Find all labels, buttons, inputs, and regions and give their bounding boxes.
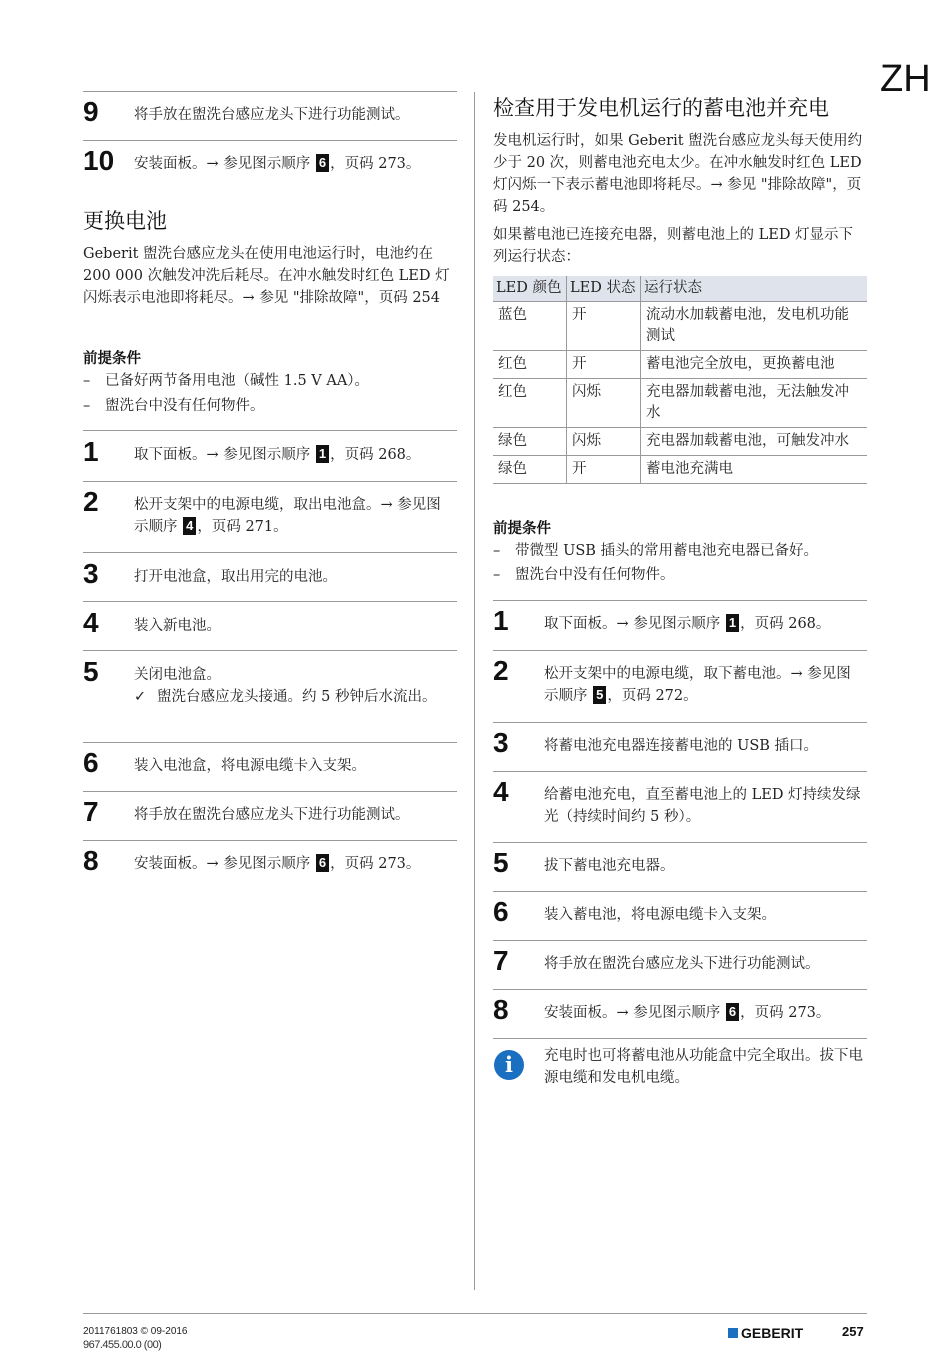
table-cell: 红色 <box>493 351 567 379</box>
step-text: 给蓄电池充电，直至蓄电池上的 LED 灯持续发绿光（持续时间约 5 秒）。 <box>544 787 861 825</box>
divider <box>83 140 457 141</box>
figure-badge: 6 <box>726 1003 739 1021</box>
step-text <box>544 1002 830 1024</box>
step-text-post: ，页码 268。 <box>330 447 421 463</box>
document-number: 2011761803 © 09-2016 <box>83 1326 188 1337</box>
figure-badge: 5 <box>593 686 606 704</box>
divider <box>493 722 867 723</box>
figure-badge: 1 <box>316 445 329 463</box>
page-number: 257 <box>842 1324 864 1339</box>
step-text-post: ，页码 273。 <box>740 1005 831 1021</box>
step-10 <box>83 146 457 186</box>
prereq-title: 前提条件 <box>493 521 551 537</box>
step-text-pre: 安装面板。→ 参见图示顺序 <box>134 856 315 872</box>
table-cell: 蓄电池完全放电，更换蓄电池 <box>641 351 868 379</box>
step-text <box>134 153 420 175</box>
step-text: 将蓄电池充电器连接蓄电池的 USB 插口。 <box>544 738 819 754</box>
divider <box>493 989 867 990</box>
table-row <box>493 351 867 379</box>
step-number: 4 <box>493 776 509 807</box>
figure-badge: 6 <box>316 854 329 872</box>
table-cell: 开 <box>567 351 641 379</box>
table-row <box>493 428 867 456</box>
step-number: 8 <box>493 994 509 1025</box>
step-text-pre: 安装面板。→ 参见图示顺序 <box>544 1005 725 1021</box>
table-cell: 开 <box>567 302 641 351</box>
step-number: 6 <box>493 896 509 927</box>
table-cell: 充电器加载蓄电池，无法触发冲水 <box>641 379 868 428</box>
step-text-post: ，页码 272。 <box>607 688 698 704</box>
brand-logo <box>728 1325 803 1341</box>
prereq-item: – 已备好两节备用电池（碱性 1.5 V AA）。 <box>83 373 370 389</box>
table-cell: 闪烁 <box>567 428 641 456</box>
step-text-post: ，页码 273。 <box>330 856 421 872</box>
step-number: 7 <box>493 945 509 976</box>
step-text <box>134 494 454 538</box>
table-cell: 流动水加载蓄电池，发电机功能测试 <box>641 302 868 351</box>
step-text <box>544 663 864 707</box>
info-icon: i <box>494 1050 524 1080</box>
step-number: 2 <box>493 655 509 686</box>
step-text-post: ，页码 273。 <box>330 156 421 172</box>
table-cell: 绿色 <box>493 428 567 456</box>
info-note: 充电时也可将蓄电池从功能盒中完全取出。拔下电源电缆和发电机电缆。 <box>544 1048 863 1086</box>
divider <box>83 481 457 482</box>
column-divider <box>474 92 475 1290</box>
divider <box>83 791 457 792</box>
result-text: 盥洗台感应龙头接通。约 5 秒钟后水流出。 <box>157 689 437 705</box>
divider <box>493 650 867 651</box>
divider <box>83 601 457 602</box>
step-number: 8 <box>83 845 99 876</box>
step-text-post: ，页码 268。 <box>740 616 831 632</box>
footer-divider <box>83 1313 867 1314</box>
step-text-pre: 安装面板。→ 参见图示顺序 <box>134 156 315 172</box>
divider <box>493 940 867 941</box>
divider <box>83 552 457 553</box>
logo-square-icon <box>728 1328 738 1338</box>
table-cell: 充电器加载蓄电池，可触发冲水 <box>641 428 868 456</box>
step-text <box>134 444 420 466</box>
step-number: 3 <box>493 727 509 758</box>
divider <box>83 650 457 651</box>
check-icon: ✓ <box>134 689 147 705</box>
table-cell: 绿色 <box>493 456 567 484</box>
divider <box>493 600 867 601</box>
step-number: 6 <box>83 747 99 778</box>
step-text-pre: 松开支架中的电源电缆，取下蓄电池。→ 参见图示顺序 <box>544 666 851 704</box>
prereq-title: 前提条件 <box>83 351 141 367</box>
section-heading: 检查用于发电机运行的蓄电池并充电 <box>493 96 829 120</box>
brand-name: GEBERIT <box>741 1325 804 1341</box>
step-text-pre: 松开支架中的电源电缆，取出电池盒。→ 参见图示顺序 <box>134 497 441 535</box>
prereq-item: – 盥洗台中没有任何物件。 <box>83 398 265 414</box>
prereq-item: – 盥洗台中没有任何物件。 <box>493 567 675 583</box>
step-text: 将手放在盥洗台感应龙头下进行功能测试。 <box>134 107 410 123</box>
step-text: 关闭电池盒。 <box>134 667 221 683</box>
step-number: 2 <box>83 486 99 517</box>
table-cell: 蓄电池充满电 <box>641 456 868 484</box>
step-text: 装入新电池。 <box>134 618 221 634</box>
table-row <box>493 456 867 484</box>
barcode-text: 967.455.00.0 (00) <box>83 1339 162 1351</box>
step-number: 9 <box>83 96 99 127</box>
divider <box>493 1038 867 1039</box>
step-number: 5 <box>493 847 509 878</box>
prereq-text: 已备好两节备用电池（碱性 1.5 V AA）。 <box>105 373 370 389</box>
table-cell: 闪烁 <box>567 379 641 428</box>
intro-paragraph: Geberit 盥洗台感应龙头在使用电池运行时，电池约在 200 000 次触发冲洗后耗尽。在冲水触发时红色 LED 灯闪烁表示电池即将耗尽。→ 参见 "排除故障"，页码 254 <box>83 246 450 306</box>
step-number: 7 <box>83 796 99 827</box>
prereq-item: – 带微型 USB 插头的常用蓄电池充电器已备好。 <box>493 543 819 559</box>
table-row <box>493 302 867 351</box>
prereq-text: 盥洗台中没有任何物件。 <box>515 567 675 583</box>
step-text: 拔下蓄电池充电器。 <box>544 858 675 874</box>
column-header: LED 状态 <box>567 276 641 302</box>
step-number: 1 <box>83 436 99 467</box>
table-cell: 蓝色 <box>493 302 567 351</box>
step-text <box>544 613 830 635</box>
step-text: 打开电池盒，取出用完的电池。 <box>134 569 337 585</box>
table-row <box>493 379 867 428</box>
intro-paragraph-2: 如果蓄电池已连接充电器，则蓄电池上的 LED 灯显示下列运行状态： <box>493 227 854 265</box>
led-status-table <box>493 276 867 484</box>
step-text: 装入蓄电池，将电源电缆卡入支架。 <box>544 907 776 923</box>
step-9 <box>83 97 457 137</box>
divider <box>83 430 457 431</box>
table-cell: 开 <box>567 456 641 484</box>
step-text: 将手放在盥洗台感应龙头下进行功能测试。 <box>544 956 820 972</box>
divider <box>493 891 867 892</box>
section-heading: 更换电池 <box>83 209 167 233</box>
column-header: 运行状态 <box>641 276 868 302</box>
step-text <box>134 853 420 875</box>
intro-paragraph: 发电机运行时，如果 Geberit 盥洗台感应龙头每天使用约少于 20 次，则蓄电池充电太少。在冲水触发时红色 LED 灯闪烁一下表示蓄电池即将耗尽。→ 参见 "排除故障"，页码 254。 <box>493 133 863 215</box>
table-cell: 红色 <box>493 379 567 428</box>
step-number: 10 <box>83 145 115 176</box>
step-text: 装入电池盒，将电源电缆卡入支架。 <box>134 758 366 774</box>
figure-badge: 4 <box>183 517 196 535</box>
prereq-text: 带微型 USB 插头的常用蓄电池充电器已备好。 <box>515 543 819 559</box>
step-text: 将手放在盥洗台感应龙头下进行功能测试。 <box>134 807 410 823</box>
table-header-row <box>493 276 867 302</box>
step-text-pre: 取下面板。→ 参见图示顺序 <box>134 447 315 463</box>
divider <box>83 91 457 92</box>
step-number: 4 <box>83 607 99 638</box>
language-code: ZH <box>880 58 931 100</box>
step-text-pre: 取下面板。→ 参见图示顺序 <box>544 616 725 632</box>
step-number: 5 <box>83 656 99 687</box>
column-header: LED 颜色 <box>493 276 567 302</box>
step-number: 1 <box>493 605 509 636</box>
check-result <box>134 686 437 708</box>
divider <box>493 842 867 843</box>
step-number: 3 <box>83 558 99 589</box>
figure-badge: 6 <box>316 154 329 172</box>
prereq-text: 盥洗台中没有任何物件。 <box>105 398 265 414</box>
divider <box>83 742 457 743</box>
divider <box>493 771 867 772</box>
figure-badge: 1 <box>726 614 739 632</box>
step-text-post: ，页码 271。 <box>197 519 288 535</box>
divider <box>83 840 457 841</box>
